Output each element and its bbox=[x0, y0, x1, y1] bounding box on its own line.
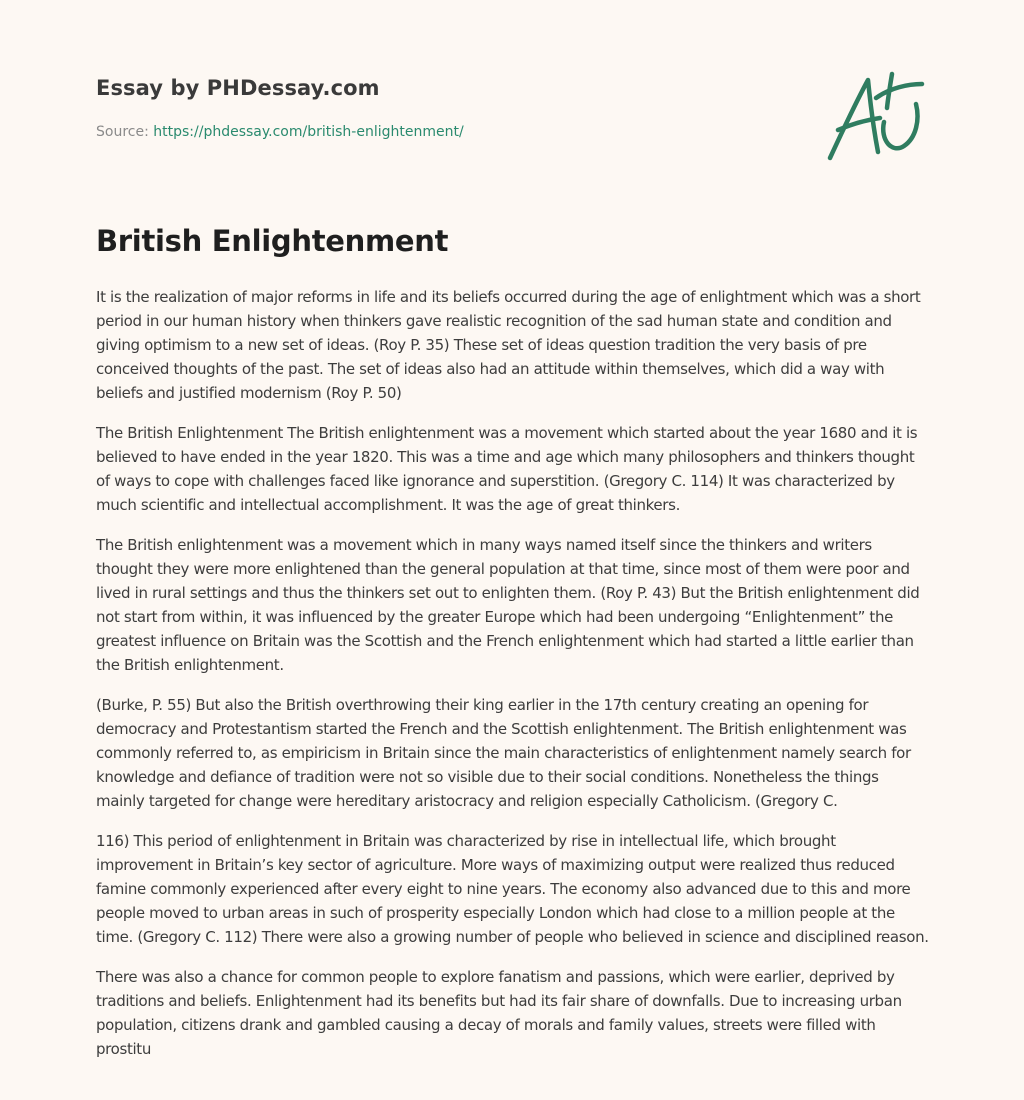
essay-paragraph: The British Enlightenment The British enlightenment was a movement which started about the year 1680 and it is believed to have ended in the year 1820. This was a time and age which many philosophers and thinkers thought of ways to cope with challenges faced like ignorance and superstition. (Gregory C. 114) It was characterized by much scientific and intellectual accomplishment. It was the age of great thinkers. bbox=[96, 424, 918, 514]
essay-paragraph: It is the realization of major reforms in life and its beliefs occurred during the age of enlightment which was a short period in our human history when thinkers gave realistic recognition of the sad human state and condition and giving optimism to a new set of ideas. (Roy P. 35) These set of ideas question tradition the very basis of pre conceived thoughts of the past. The set of ideas also had an attitude within themselves, which did a way with beliefs and justified modernism (Roy P. 50) bbox=[96, 288, 921, 402]
source-label: Source: bbox=[96, 124, 149, 140]
essay-paragraph: There was also a chance for common people to explore fanatism and passions, which were earlier, deprived by traditions and beliefs. Enlightenment had its benefits but had its fair share of downfalls. Due to increasing urban population, citizens drank and gambled causing a decay of morals and family values, streets were filled with prostitu bbox=[96, 968, 902, 1058]
source-line bbox=[96, 124, 464, 140]
site-brand: Essay by PHDessay.com bbox=[96, 76, 380, 100]
essay-paragraph: The British enlightenment was a movement which in many ways named itself since the thinkers and writers thought they were more enlightened than the general population at that time, since most of them were poor and lived in rural settings and thus the thinkers set out to enlighten them. (Roy P. 43) But the British enlightenment did not start from within, it was influenced by the greater Europe which had been undergoing “Enlightenment” the greatest influence on Britain was the Scottish and the French enlightenment which had started a little earlier than the British enlightenment. bbox=[96, 536, 920, 674]
essay-title: British Enlightenment bbox=[96, 224, 449, 258]
a-plus-logo-icon bbox=[822, 68, 928, 164]
essay-body bbox=[96, 285, 930, 1077]
essay-paragraph: 116) This period of enlightenment in Britain was characterized by rise in intellectual life, which brought improvement in Britain’s key sector of agriculture. More ways of maximizing output were realized thus reduced famine commonly experienced after every eight to nine years. The economy also advanced due to this and more people moved to urban areas in such of prosperity especially London which had close to a million people at the time. (Gregory C. 112) There were also a growing number of people who believed in science and disciplined reason. bbox=[96, 832, 929, 946]
source-link[interactable]: https://phdessay.com/british-enlightenment/ bbox=[153, 124, 464, 140]
essay-paragraph: (Burke, P. 55) But also the British overthrowing their king earlier in the 17th century creating an opening for democracy and Protestantism started the French and the Scottish enlightenment. The British enlightenment was commonly referred to, as empiricism in Britain since the main characteristics of enlightenment namely search for knowledge and defiance of tradition were not so visible due to their social conditions. Nonetheless the things mainly targeted for change were hereditary aristocracy and religion especially Catholicism. (Gregory C. bbox=[96, 696, 911, 810]
